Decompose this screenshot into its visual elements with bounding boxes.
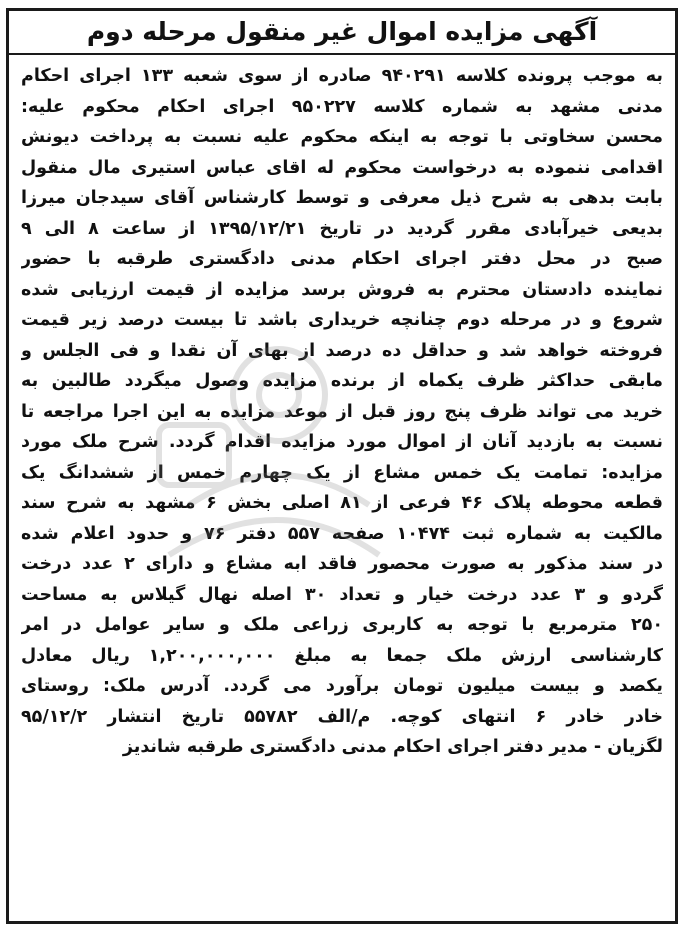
text-line: خادر خادر ۶ انتهای کوچه. م/الف ۵۵۷۸۲ تاریخ انتشار ۹۵/۱۲/۲ — [21, 706, 663, 727]
text-line: گردو و ۳ عدد درخت خیار و تعداد ۳۰ اصله نهال گیلاس به مساحت — [21, 584, 663, 605]
text-line: بدیعی خیرآبادی مقرر گردید در تاریخ ۱۳۹۵/۱۲/۲۱ از ساعت ۸ الی ۹ — [21, 218, 663, 239]
text-line: نماینده دادستان محترم به فروش برسد مزایده از قیمت ارزیابی شده — [21, 279, 663, 300]
text-line: خرید می تواند ظرف پنج روز قبل از موعد مزایده به این اجرا مراجعه تا — [21, 401, 663, 422]
text-line: محسن سخاوتی با توجه به اینکه محکوم علیه نسبت به پرداخت دیونش — [21, 127, 663, 147]
text-line: مزایده: تمامت یک خمس مشاع از یک چهارم خمس از ششدانگ یک — [21, 462, 663, 483]
text-line: نسبت به بازدید آنان از اموال مورد مزایده اقدام گردد. شرح ملک مورد — [21, 432, 663, 452]
text-line: مالکیت به شماره ثبت ۱۰۴۷۴ صفحه ۵۵۷ دفتر ۷۶ و حدود اعلام شده — [21, 523, 663, 544]
text-line: کارشناسی ارزش ملک جمعا به مبلغ ۱,۲۰۰,۰۰۰,۰۰۰ ریال معادل — [21, 645, 663, 666]
text-line: شروع و در مرحله دوم چنانچه خریداری باشد تا بیست درصد زیر قیمت — [21, 310, 663, 330]
text-line: یکصد و بیست میلیون تومان برآورد می گردد. آدرس ملک: روستای — [21, 676, 663, 696]
text-line: فروخته خواهد شد و حداقل ده درصد از بهای آن نقدا و فی الجلس و — [21, 340, 663, 361]
notice-body — [9, 55, 675, 763]
text-line: مدنی مشهد به شماره کلاسه ۹۵۰۲۲۷ اجرای احکام محکوم علیه: — [21, 96, 663, 117]
notice-title: آگهی مزایده اموال غیر منقول مرحله دوم — [9, 11, 675, 55]
text-line: صبح در محل دفتر اجرای احکام مدنی دادگستری طرقبه با حضور — [21, 249, 663, 269]
text-line: به موجب پرونده کلاسه ۹۴۰۲۹۱ صادره از سوی شعبه ۱۳۳ اجرای احکام — [21, 66, 663, 86]
text-line: مابقی حداکثر ظرف یکماه از برنده مزایده وصول میگردد طالبین به — [21, 371, 663, 391]
text-line: قطعه محوطه پلاک ۴۶ فرعی از ۸۱ اصلی بخش ۶ مشهد به شرح سند — [21, 493, 663, 513]
notice-text — [21, 61, 663, 763]
text-line: اقدامی ننموده به درخواست محکوم له اقای عباس استیری مال منقول — [21, 157, 663, 178]
text-line: بابت بدهی به شرح ذیل معرفی و توسط کارشناس آقای سیدجان میرزا — [21, 188, 663, 208]
text-line: ۲۵۰ مترمربع با توجه به کاربری زراعی ملک و سایر عوامل در امر — [21, 615, 663, 635]
notice-box — [6, 8, 678, 924]
text-line: لگزیان - مدیر دفتر اجرای احکام مدنی دادگستری طرقبه شاندیز — [122, 737, 663, 757]
text-line: در سند مذکور به صورت محصور فاقد ابه مشاع و دارای ۲ عدد درخت — [21, 554, 663, 574]
